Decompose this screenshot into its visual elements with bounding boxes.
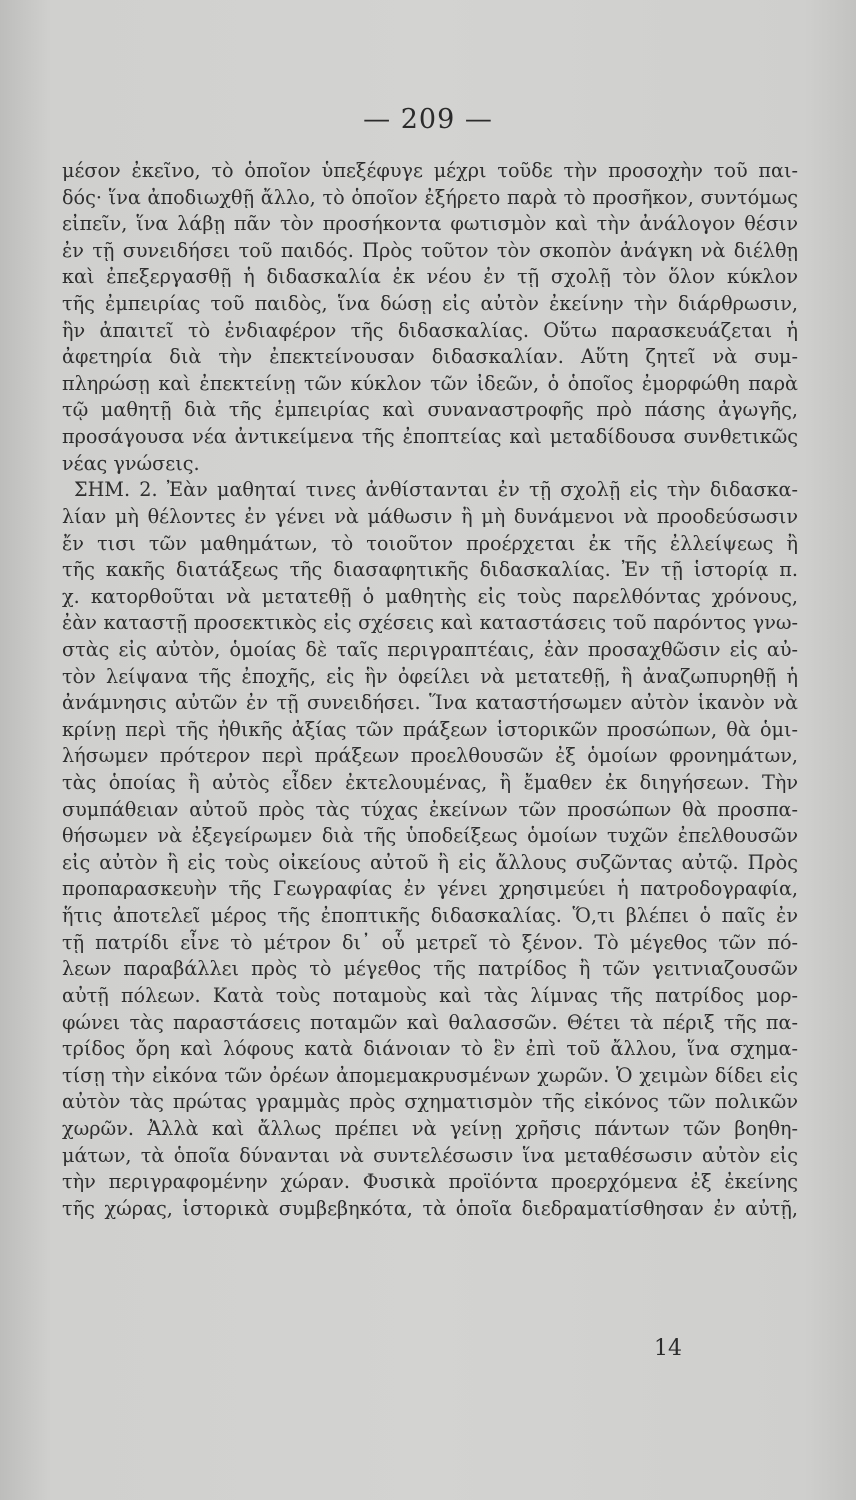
text-line: εἰς αὐτὸν ἢ εἰς τοὺς οἰκείους αὐτοῦ ἢ εἰς ἄλλους συζῶντας αὐτῷ. Πρὸς xyxy=(62,850,798,874)
text-line: μέσον ἐκεῖνο, τὸ ὁποῖον ὑπεξέφυγε μέχρι τοῦδε τὴν προσοχὴν τοῦ παι- xyxy=(62,159,798,182)
text-line: συμπάθειαν αὐτοῦ πρὸς τὰς τύχας ἐκείνων τῶν προσώπων θὰ προσπα- xyxy=(62,797,798,821)
text-line: τίσῃ τὴν εἰκόνα τῶν ὀρέων ἀπομεμακρυσμένων χωρῶν. Ὁ χειμὼν δίδει εἰς xyxy=(62,1063,798,1087)
body-text xyxy=(62,158,798,1222)
text-line: προπαρασκευὴν τῆς Γεωγραφίας ἐν γένει χρησιμεύει ἡ πατροδογραφία, xyxy=(62,877,798,901)
text-line: τὴν περιγραφομένην χώραν. Φυσικὰ προϊόντα προερχόμενα ἐξ ἐκείνης xyxy=(62,1170,798,1194)
text-line: ἀνάμνησις αὐτῶν ἐν τῇ συνειδήσει. Ἵνα καταστήσωμεν αὐτὸν ἱκανὸν νὰ xyxy=(62,691,798,715)
text-line: νέας γνώσεις. xyxy=(62,451,200,475)
text-line: ἐὰν καταστῇ προσεκτικὸς εἰς σχέσεις καὶ καταστάσεις τοῦ παρόντος γνω- xyxy=(62,611,798,635)
text-line: τὸν λείψανα τῆς ἐποχῆς, εἰς ἣν ὀφείλει νὰ μετατεθῇ, ἢ ἀναζωπυρηθῇ ἡ xyxy=(62,664,798,688)
text-line: στὰς εἰς αὐτὸν, ὁμοίας δὲ ταῖς περιγραπτέαις, ἐὰν προσαχθῶσιν εἰς αὐ- xyxy=(62,637,798,661)
text-line: αὐτῇ πόλεων. Κατὰ τοὺς ποταμοὺς καὶ τὰς λίμνας τῆς πατρίδος μορ- xyxy=(62,983,798,1007)
text-line: ἥτις ἀποτελεῖ μέρος τῆς ἐποπτικῆς διδασκαλίας. Ὅ,τι βλέπει ὁ παῖς ἐν xyxy=(62,904,798,928)
text-line: χ. κατορθοῦται νὰ μετατεθῇ ὁ μαθητὴς εἰς τοὺς παρελθόντας χρόνους, xyxy=(62,584,798,608)
text-line: προσάγουσα νέα ἀντικείμενα τῆς ἐποπτείας καὶ μεταδίδουσα συνθετικῶς xyxy=(62,425,798,449)
text-line: τῇ πατρίδι εἶνε τὸ μέτρον δι᾽ οὗ μετρεῖ τὸ ξένον. Τὸ μέγεθος τῶν πό- xyxy=(62,930,798,954)
text-line: τῆς ἐμπειρίας τοῦ παιδὸς, ἵνα δώσῃ εἰς αὐτὸν ἐκείνην τὴν διάρθρωσιν, xyxy=(62,292,798,316)
text-line: μάτων, τὰ ὁποῖα δύνανται νὰ συντελέσωσιν ἵνα μεταθέσωσιν αὐτὸν εἰς xyxy=(62,1143,798,1167)
text-line: τῷ μαθητῇ διὰ τῆς ἐμπειρίας καὶ συναναστροφῆς πρὸ πάσης ἀγωγῆς, xyxy=(62,398,798,422)
text-line: πληρώσῃ καὶ ἐπεκτείνῃ τῶν κύκλον τῶν ἰδεῶν, ὁ ὁποῖος ἐμορφώθη παρὰ xyxy=(62,371,798,395)
text-line: λεων παραβάλλει πρὸς τὸ μέγεθος τῆς πατρίδος ἢ τῶν γειτνιαζουσῶν xyxy=(62,957,798,981)
text-line: τῆς χώρας, ἱστορικὰ συμβεβηκότα, τὰ ὁποῖα διεδραματίσθησαν ἐν αὐτῇ, xyxy=(62,1196,798,1220)
text-line: τρίδος ὄρη καὶ λόφους κατὰ διάνοιαν τὸ ἓν ἐπὶ τοῦ ἄλλου, ἵνα σχημα- xyxy=(62,1037,798,1061)
text-line: ἐν τῇ συνειδήσει τοῦ παιδός. Πρὸς τοῦτον τὸν σκοπὸν ἀνάγκη νὰ διέλθῃ xyxy=(62,238,798,262)
text-line: ἔν τισι τῶν μαθημάτων, τὸ τοιοῦτον προέρχεται ἐκ τῆς ἐλλείψεως ἢ xyxy=(62,531,798,555)
text-line: κρίνῃ περὶ τῆς ἠθικῆς ἀξίας τῶν πράξεων ἱστορικῶν προσώπων, θὰ ὁμι- xyxy=(62,717,798,741)
text-line: τῆς κακῆς διατάξεως τῆς διασαφητικῆς διδασκαλίας. Ἐν τῇ ἱστορίᾳ π. xyxy=(62,558,798,582)
text-line: ἣν ἀπαιτεῖ τὸ ἐνδιαφέρον τῆς διδασκαλίας. Οὕτω παρασκευάζεται ἡ xyxy=(62,318,798,342)
text-line: θήσωμεν νὰ ἐξεγείρωμεν διὰ τῆς ὑποδείξεως ὁμοίων τυχῶν ἐπελθουσῶν xyxy=(62,824,798,848)
text-line: καὶ ἐπεξεργασθῇ ἡ διδασκαλία ἐκ νέου ἐν τῇ σχολῇ τὸν ὅλον κύκλον xyxy=(62,265,798,289)
text-line: χωρῶν. Ἀλλὰ καὶ ἄλλως πρέπει νὰ γείνῃ χρῆσις πάντων τῶν βοηθη- xyxy=(62,1116,798,1140)
text-line: εἰπεῖν, ἵνα λάβῃ πᾶν τὸν προσήκοντα φωτισμὸν καὶ τὴν ἀνάλογον θέσιν xyxy=(62,212,798,236)
text-line: ἀφετηρία διὰ τὴν ἐπεκτείνουσαν διδασκαλίαν. Αὕτη ζητεῖ νὰ συμ- xyxy=(62,345,798,369)
text-line: λήσωμεν πρότερον περὶ πράξεων προελθουσῶν ἐξ ὁμοίων φρονημάτων, xyxy=(62,744,798,768)
text-line: αὐτὸν τὰς πρώτας γραμμὰς πρὸς σχηματισμὸν τῆς εἰκόνος τῶν πολικῶν xyxy=(62,1090,798,1114)
text-line: λίαν μὴ θέλοντες ἐν γένει νὰ μάθωσιν ἢ μὴ δυνάμενοι νὰ προοδεύσωσιν xyxy=(62,504,798,528)
page-number: — 209 — xyxy=(363,104,493,135)
text-line: τὰς ὁποίας ἢ αὐτὸς εἶδεν ἐκτελουμένας, ἢ ἔμαθεν ἐκ διηγήσεων. Τὴν xyxy=(62,771,798,795)
signature-mark: 14 xyxy=(654,1336,682,1361)
text-line: φώνει τὰς παραστάσεις ποταμῶν καὶ θαλασσῶν. Θέτει τὰ πέριξ τῆς πα- xyxy=(62,1010,798,1034)
text-line: δός· ἵνα ἀποδιωχθῇ ἄλλο, τὸ ὁποῖον ἐξήρετο παρὰ τὸ προσῆκον, συντόμως xyxy=(62,185,798,209)
note-heading-line: ΣΗΜ. 2. Ἐὰν μαθηταί τινες ἀνθίστανται ἐν τῇ σχολῇ εἰς τὴν διδασκα- xyxy=(74,478,798,502)
